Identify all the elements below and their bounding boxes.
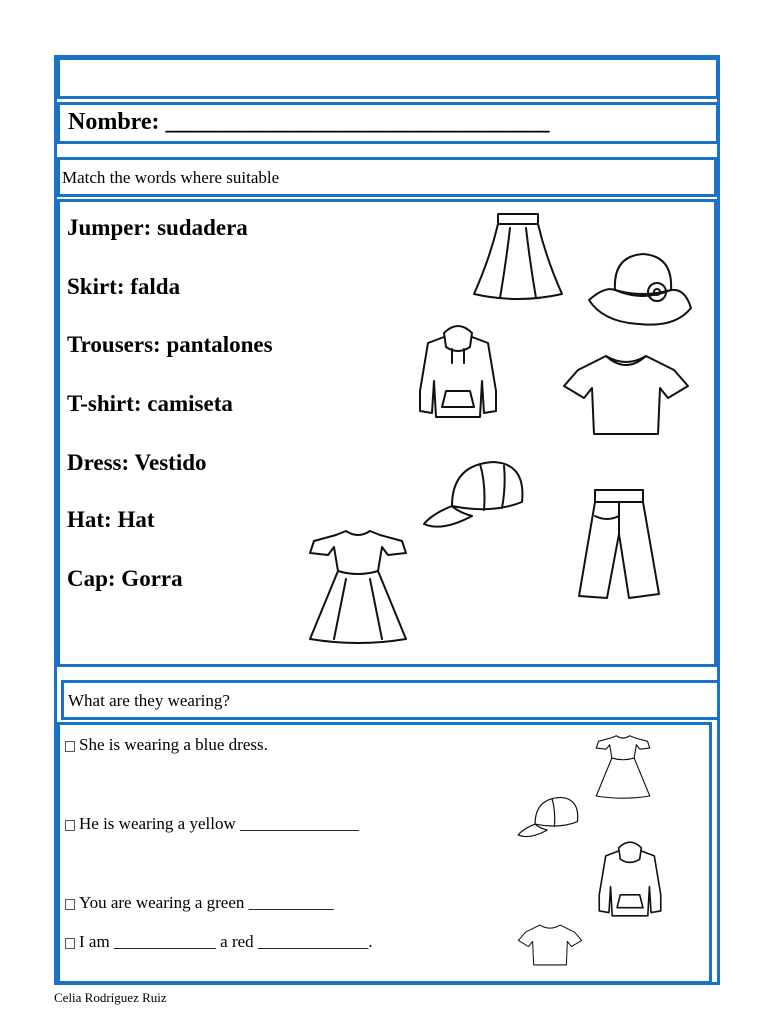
sentence-2 xyxy=(65,814,359,834)
instruction-text-1: Match the words where suitable xyxy=(62,168,280,187)
dress-icon xyxy=(594,733,652,801)
sentence-2-text: He is wearing a yellow ______________ xyxy=(79,814,359,833)
sentence-4 xyxy=(65,932,373,952)
trousers-icon xyxy=(575,486,663,602)
checkbox-icon xyxy=(65,820,75,831)
cap-icon xyxy=(422,458,528,534)
skirt-icon xyxy=(470,208,566,304)
hat-icon xyxy=(585,250,695,330)
vocab-item-skirt: Skirt: falda xyxy=(67,274,181,299)
vocab-item-trousers: Trousers: pantalones xyxy=(67,332,273,357)
jumper-icon xyxy=(596,838,664,924)
tshirt-icon xyxy=(517,922,583,968)
instruction-box-2 xyxy=(61,680,720,720)
dress-icon xyxy=(306,527,410,647)
vocab-item-tshirt: T-shirt: camiseta xyxy=(67,391,233,416)
name-label: Nombre: ________________________________ xyxy=(68,109,550,135)
author-credit: Celia Rodríguez Ruiz xyxy=(54,990,167,1005)
sentence-1-text: She is wearing a blue dress. xyxy=(79,735,268,754)
checkbox-icon xyxy=(65,899,75,910)
sentence-1 xyxy=(65,735,268,755)
vocab-item-jumper: Jumper: sudadera xyxy=(67,215,248,240)
instruction-box-1 xyxy=(57,157,717,197)
vocab-item-cap: Cap: Gorra xyxy=(67,566,183,591)
sentence-4-text: I am ____________ a red _____________. xyxy=(79,932,373,951)
vocab-item-hat: Hat: Hat xyxy=(67,507,155,532)
cap-icon xyxy=(516,795,582,841)
vocab-item-dress: Dress: Vestido xyxy=(67,450,207,475)
sentence-3 xyxy=(65,893,334,913)
tshirt-icon xyxy=(562,350,690,440)
name-row xyxy=(57,102,719,144)
checkbox-icon xyxy=(65,938,75,949)
sentence-3-text: You are wearing a green __________ xyxy=(79,893,334,912)
title-box xyxy=(57,57,719,99)
jumper-icon xyxy=(416,321,500,427)
checkbox-icon xyxy=(65,741,75,752)
instruction-text-2: What are they wearing? xyxy=(68,691,230,710)
